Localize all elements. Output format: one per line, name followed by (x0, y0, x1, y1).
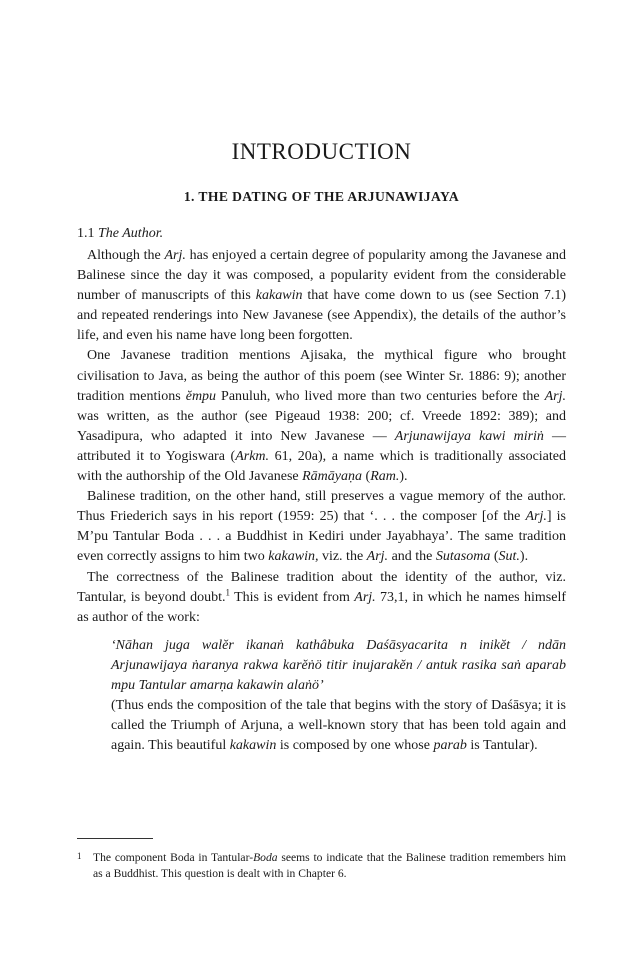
block-quote: ‘Nāhan juga walĕr ikanaṅ kathâbuka Daśāsyacarita n inikĕt / ndān Arjunawijaya ṅaranya rakwa karĕṅö titir inujarakĕn / antuk rasika saṅ aparab mpu Tantular amarṇa kakawin alaṅö’ (111, 637, 566, 693)
body-text (77, 246, 566, 756)
paragraph-3: Balinese tradition, on the other hand, still preserves a vague memory of the author. Thus Friederich says in his report (1959: 25) that ‘. . . the composer [of the Arj.] is M’pu Tantular Boda . . . a Buddhist in Kediri under Jayabhaya’. The same tradition even correctly assigns to him two kakawin, viz. the Arj. and the Sutasoma (Sut.). (77, 489, 567, 565)
section-heading: 1. THE DATING OF THE ARJUNAWIJAYA (183, 189, 460, 204)
footnote-ref: 1 (225, 586, 230, 597)
paragraph-4: The correctness of the Balinese tradition about the identity of the author, viz. Tantular, is beyond doubt.$^1$ This is evident from Arj. 73,1, in which he names himself as author of the work: (77, 569, 567, 625)
footnote-rule (77, 838, 153, 839)
footnote: 1 The component Boda in Tantular-Boda seems to indicate that the Balinese tradition remembers him as a Buddhist. This question is dealt with in Chapter 6. (77, 850, 566, 882)
subsection-title: The Author. (98, 226, 164, 241)
footnote-mark: 1 (77, 851, 82, 861)
quote-translation: (Thus ends the composition of the tale that begins with the story of Daśāsya; it is called the Triumph of Arjuna, a well-known story that has been told again and again. This beautiful kakawin is composed by one whose parab is Tantular). (111, 698, 566, 754)
subsection-number: 1.1 (77, 226, 95, 241)
subsection-heading (77, 226, 163, 242)
page-title: INTRODUCTION (231, 139, 412, 164)
paragraph-1: Although the Arj. has enjoyed a certain degree of popularity among the Javanese and Balinese since the day it was composed, a popularity evident from the considerable number of manuscripts of this kakawin that have come down to us (see Section 7.1) and repeated renderings into New Javanese (see Appendix), the details of the author’s life, and even his name have long been forgotten. (77, 248, 566, 344)
paragraph-2: One Javanese tradition mentions Ajisaka, the mythical figure who brought civilisation to Java, as being the author of this poem (see Winter Sr. 1886: 9); another tradition mentions ĕmpu Panuluh, who lived more than two centuries before the Arj. was written, as the author (see Pigeaud 1938: 200; cf. Vreede 1892: 389); and Yasadipura, who adapted it into New Javanese — Arjunawijaya kawi miriṅ — attributed it to Yogiswara (Arkm. 61, 20a), a name which is traditionally associated with the authorship of the Old Javanese Rāmāyaṇa (Ram.). (77, 348, 567, 485)
